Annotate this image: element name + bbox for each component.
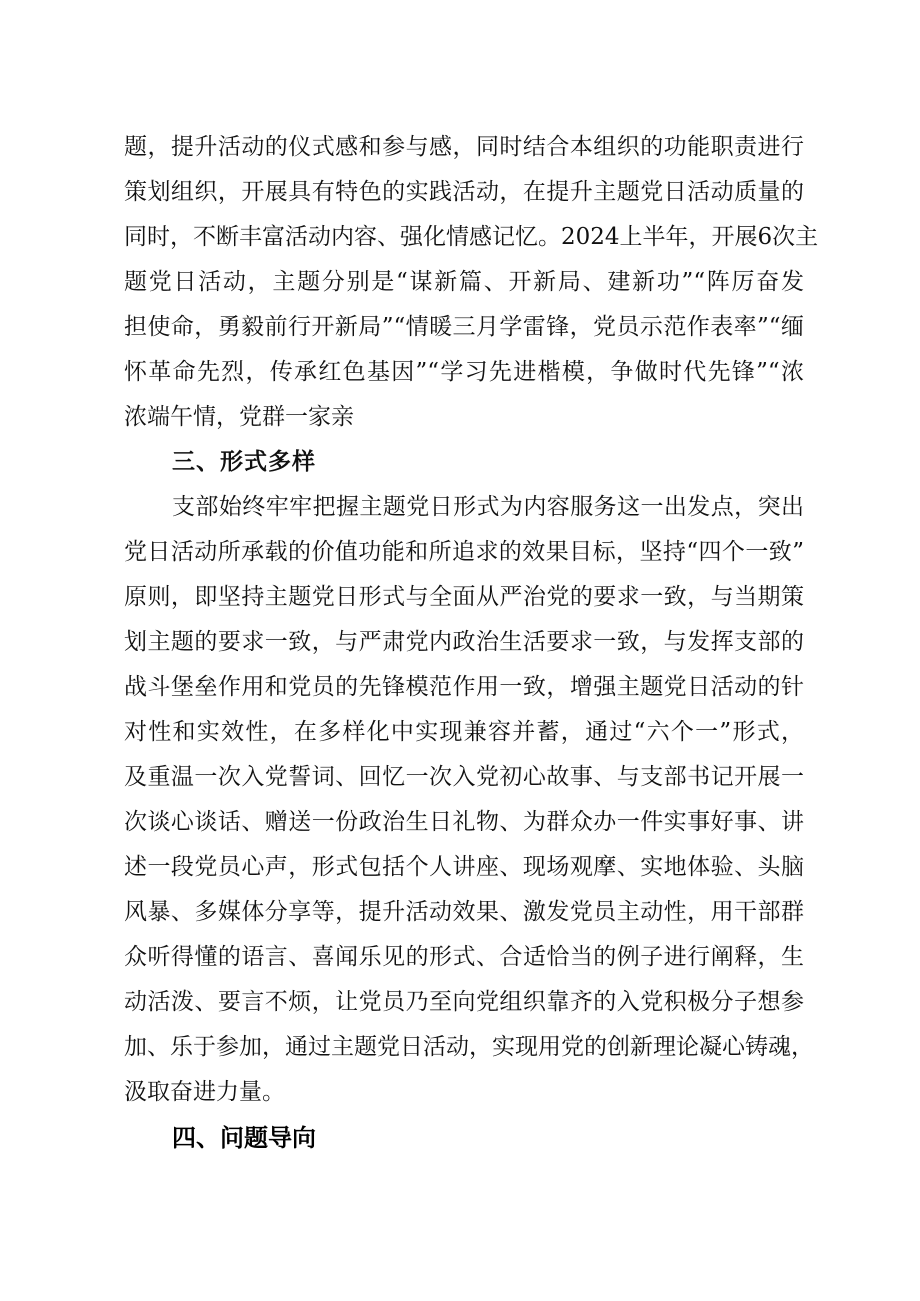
text-line: 述一段党员心声，形式包括个人讲座、现场观摩、实地体验、头脑 bbox=[124, 854, 804, 880]
text-line: 担使命，勇毅前行开新局”“情暖三月学雷锋，党员示范作表率”“缅 bbox=[124, 314, 804, 340]
text-line: 划主题的要求一致，与严肃党内政治生活要求一致，与发挥支部的 bbox=[124, 629, 804, 655]
text-line: 次谈心谈话、赠送一份政治生日礼物、为群众办一件实事好事、讲 bbox=[124, 809, 804, 835]
text-line: 众听得懂的语言、喜闻乐见的形式、合适恰当的例子进行阐释，生 bbox=[124, 944, 804, 970]
text-line: 对性和实效性，在多样化中实现兼容并蓄，通过“六个一”形式， bbox=[124, 719, 804, 745]
text-line: 战斗堡垒作用和党员的先锋模范作用一致，增强主题党日活动的针 bbox=[124, 674, 804, 700]
text-line: 及重温一次入党誓词、回忆一次入党初心故事、与支部书记开展一 bbox=[124, 764, 804, 790]
text-line: 同时，不断丰富活动内容、强化情感记忆。2024上半年，开展6次主 bbox=[124, 224, 819, 250]
section-heading-4: 四、问题导向 bbox=[172, 1124, 316, 1152]
text-line: 支部始终牢牢把握主题党日形式为内容服务这一出发点，突出 bbox=[172, 494, 804, 520]
text-line: 原则，即坚持主题党日形式与全面从严治党的要求一致，与当期策 bbox=[124, 584, 804, 610]
text-line: 汲取奋进力量。 bbox=[124, 1079, 285, 1105]
text-line: 浓端午情，党群一家亲 bbox=[124, 404, 354, 430]
text-line: 策划组织，开展具有特色的实践活动，在提升主题党日活动质量的 bbox=[124, 179, 804, 205]
section-heading-3: 三、形式多样 bbox=[172, 448, 316, 475]
text-line: 题党日活动，主题分别是“谋新篇、开新局、建新功”“阵厉奋发 bbox=[124, 269, 804, 295]
text-line: 怀革命先烈，传承红色基因”“学习先进楷模，争做时代先锋”“浓 bbox=[124, 359, 804, 385]
text-line: 动活泼、要言不烦，让党员乃至向党组织靠齐的入党积极分子想参 bbox=[124, 989, 804, 1015]
text-line: 题，提升活动的仪式感和参与感，同时结合本组织的功能职责进行 bbox=[124, 134, 804, 160]
text-line: 加、乐于参加，通过主题党日活动，实现用党的创新理论凝心铸魂， bbox=[124, 1034, 814, 1060]
text-line: 党日活动所承载的价值功能和所追求的效果目标，坚持“四个一致” bbox=[124, 539, 804, 565]
text-line: 风暴、多媒体分享等，提升活动效果、激发党员主动性，用干部群 bbox=[124, 899, 804, 925]
